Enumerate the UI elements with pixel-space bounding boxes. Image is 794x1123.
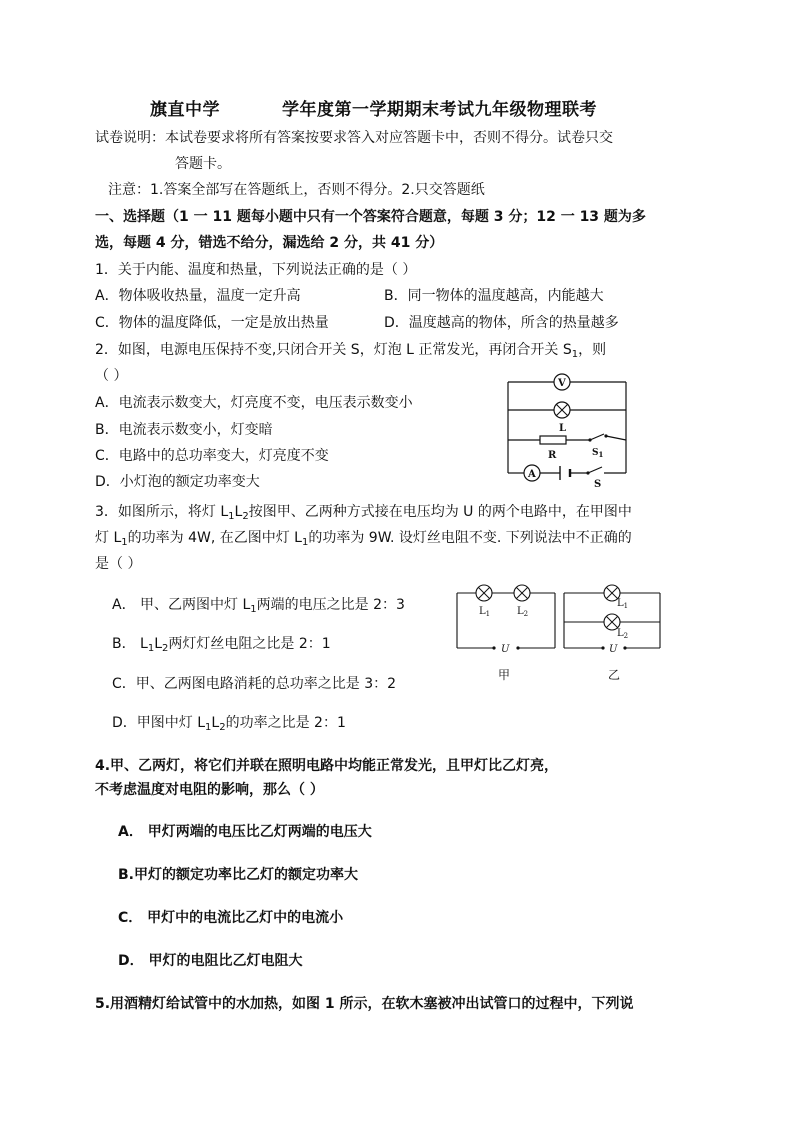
q1-stem: 1．关于内能、温度和热量，下列说法正确的是（ ） (95, 262, 417, 278)
q4-option-a: A． 甲灯两端的电压比乙灯两端的电压大 (118, 824, 372, 840)
q2-option-b: B．电流表示数变小，灯变暗 (95, 422, 273, 438)
q3-stem-line3: 是（ ） (95, 556, 142, 572)
q2-fig-s-label: S (594, 479, 602, 490)
lamp-l1-jia-icon (476, 585, 492, 601)
q2-fig-r-label: R (548, 450, 557, 461)
q2-fig-v-label: V (558, 378, 566, 389)
exam-title: 学年度第一学期期末考试九年级物理联考 (282, 100, 597, 120)
q3-stem-line2: 灯 $L_1$的功率为 4W, 在乙图中灯 $L_1$的功率为 9W. 设灯丝电阻不变. 下列说法中不正确的 (95, 530, 632, 548)
q3-circuit-diagram (455, 580, 665, 690)
q1-option-d: D．温度越高的物体，所含的热量越多 (384, 315, 619, 331)
q3-option-b: B． $L_1L_2$两灯灯丝电阻之比是 2：1 (112, 636, 331, 654)
q3-fig-jia-u-label: U (501, 644, 510, 655)
school-name: 旗直中学 (150, 100, 220, 120)
q3-fig-jia-l1-label: $L_1$ (479, 606, 491, 618)
q3-option-a: A． 甲、乙两图中灯 $L_1$两端的电压之比是 2：3 (112, 597, 405, 615)
q2-fig-a-label: A (528, 469, 536, 480)
battery-icon (560, 466, 570, 480)
q3-fig-jia-caption: 甲 (498, 668, 511, 682)
q4-option-b: B.甲灯的额定功率比乙灯的额定功率大 (118, 867, 358, 883)
q3-option-c: C．甲、乙两图电路消耗的总功率之比是 3：2 (112, 676, 397, 692)
q3-fig-yi-u-label: U (609, 644, 618, 655)
q2-stem: 2．如图，电源电压保持不变,只闭合开关 S，灯泡 L 正常发光，再闭合开关 $S_1$，则 (95, 342, 607, 360)
section1-line1: 一、选择题（1 一 11 题每小题中只有一个答案符合题意，每题 3 分；12 一 13 题为多 (95, 209, 646, 225)
resistor-icon (540, 436, 566, 444)
q4-stem-line2: 不考虑温度对电阻的影响，那么（ ） (95, 782, 324, 798)
q3-fig-yi-l2-label: $L_2$ (617, 628, 629, 640)
section1-line2: 选，每题 4 分，错选不给分，漏选给 2 分，共 41 分） (95, 235, 444, 251)
q3-fig-yi-caption: 乙 (608, 668, 621, 682)
instructions-line2: 答题卡。 (175, 156, 231, 172)
q2-fig-s1-label: $S_1$ (592, 448, 604, 459)
q4-option-c: C． 甲灯中的电流比乙灯中的电流小 (118, 910, 344, 926)
q4-option-d: D． 甲灯的电阻比乙灯电阻大 (118, 953, 303, 969)
instructions-line1: 试卷说明：本试卷要求将所有答案按要求答入对应答题卡中，否则不得分。试卷只交 (95, 130, 613, 146)
q1-option-c: C．物体的温度降低，一定是放出热量 (95, 315, 329, 331)
q2-option-a: A．电流表示数变大，灯亮度不变，电压表示数变小 (95, 395, 413, 411)
q5-stem-line1: 5.用酒精灯给试管中的水加热，如图 1 所示，在软木塞被冲出试管口的过程中，下列说 (95, 996, 634, 1012)
q2-option-d: D．小灯泡的额定功率变大 (95, 474, 260, 490)
q2-answer-paren: （ ） (95, 368, 128, 384)
lamp-icon (554, 402, 570, 418)
q3-option-d: D．甲图中灯 $L_1L_2$的功率之比是 2：1 (112, 715, 346, 733)
q2-circuit-diagram (508, 370, 633, 490)
q3-fig-yi-l1-label: $L_1$ (617, 598, 629, 610)
q3-stem-line1: 3．如图所示，将灯 $L_1L_2$按图甲、乙两种方式接在电压均为 U 的两个电路中，在甲图中 (95, 504, 632, 522)
q1-option-b: B．同一物体的温度越高，内能越大 (384, 288, 604, 304)
instructions-note: 注意：1.答案全部写在答题纸上，否则不得分。2.只交答题纸 (108, 182, 485, 198)
lamp-l2-jia-icon (514, 585, 530, 601)
q4-stem-line1: 4.甲、乙两灯，将它们并联在照明电路中均能正常发光，且甲灯比乙灯亮， (95, 758, 559, 774)
q2-option-c: C．电路中的总功率变大，灯亮度不变 (95, 448, 329, 464)
q2-fig-l-label: L (559, 423, 567, 434)
q1-option-a: A．物体吸收热量，温度一定升高 (95, 288, 301, 304)
q3-fig-jia-l2-label: $L_2$ (517, 606, 529, 618)
